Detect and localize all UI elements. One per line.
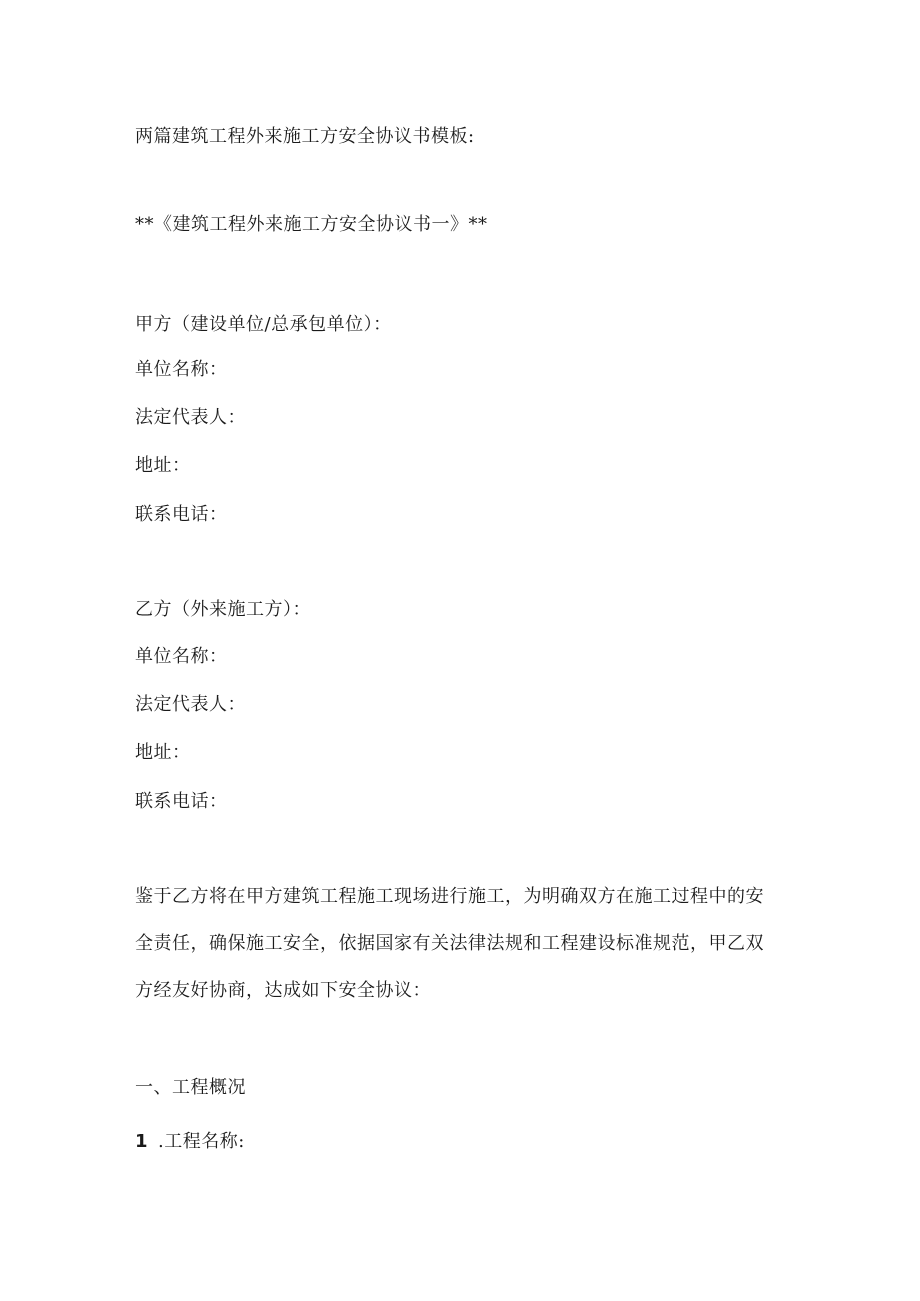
party-b-heading: 乙方（外来施工方）： — [135, 599, 311, 620]
section-heading: 一、工程概况 — [135, 1077, 246, 1098]
preamble-line: 方经友好协商，达成如下安全协议： — [135, 980, 431, 1001]
preamble-paragraph — [135, 873, 785, 1014]
preamble-line: 鉴于乙方将在甲方建筑工程施工现场进行施工，为明确双方在施工过程中的安 — [135, 886, 764, 907]
party-b-unit-name: 单位名称： — [135, 646, 228, 667]
intro-text: 两篇建筑工程外来施工方安全协议书模板: — [135, 126, 475, 147]
party-b-address: 地址： — [135, 742, 191, 763]
party-b-phone: 联系电话： — [135, 791, 228, 812]
party-a-heading: 甲方（建设单位/总承包单位）： — [135, 314, 392, 335]
document-title: **《建筑工程外来施工方安全协议书一》** — [135, 214, 488, 235]
list-item-label: .工程名称: — [158, 1131, 245, 1152]
preamble-line: 全责任，确保施工安全，依据国家有关法律法规和工程建设标准规范，甲乙双 — [135, 933, 764, 954]
party-b-legal-rep: 法定代表人： — [135, 694, 246, 715]
list-item-number: 1 — [135, 1131, 149, 1152]
party-a-unit-name: 单位名称： — [135, 359, 228, 380]
party-a-legal-rep: 法定代表人： — [135, 407, 246, 428]
list-item — [135, 1130, 245, 1154]
party-a-phone: 联系电话： — [135, 504, 228, 525]
party-a-address: 地址： — [135, 455, 191, 476]
